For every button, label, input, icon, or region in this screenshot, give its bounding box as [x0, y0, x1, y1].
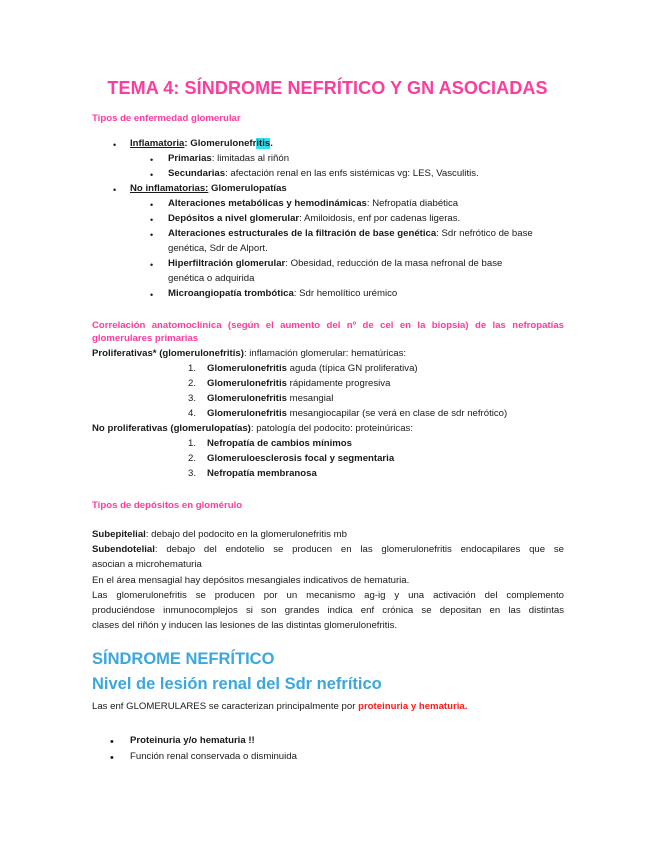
mesangial-line: En el área mensagial hay depósitos mesangiales indicativos de hematuria. [92, 575, 410, 586]
list-item: Alteraciones estructurales de la filtración de base genética: Sdr nefrótico de base [168, 228, 533, 239]
list-item: Glomerulonefritis mesangiocapilar (se verá en clase de sdr nefrótico) [207, 408, 508, 419]
list-item: Glomeruloesclerosis focal y segmentaria [207, 453, 395, 464]
list-item: Depósitos a nivel glomerular: Amiloidosis, enf por cadenas ligeras. [168, 213, 461, 224]
list-number: 1. [188, 438, 197, 449]
proliferativas-line: Proliferativas* (glomerulonefritis): inflamación glomerular: hematúricas: [92, 348, 407, 359]
list-number: 2. [188, 378, 197, 389]
list-item-funcion-renal: Función renal conservada o disminuida [130, 751, 297, 762]
list-item-continuation: genética o adquirida [168, 273, 255, 284]
mechanism-paragraph: Las glomerulonefritis se producen por un mecanismo ag-ig y una activación del complemento produciéndose inmunocomplejos si son grandes indica enf crónica se depositan en las distintas clases del riñón y inducen las lesiones de las distintas glomerulonefritis. [92, 590, 564, 631]
highlight-red-text: proteinuria y hematuria. [358, 701, 468, 712]
subepitelial-line: Subepitelial: debajo del podocito en la glomerulonefritis mb [92, 529, 347, 540]
intro-line: Las enf GLOMERULARES se caracterizan principalmente por proteinuria y hematuria. [92, 701, 468, 712]
bullet: • [150, 260, 154, 270]
page-title: TEMA 4: SÍNDROME NEFRÍTICO Y GN ASOCIADAS [107, 78, 548, 98]
bullet: • [113, 140, 117, 150]
highlighted-text: itis [256, 138, 271, 149]
bullet: • [110, 736, 114, 748]
list-item-primarias: Primarias: limitadas al riñón [168, 153, 290, 164]
heading-nivel-lesion: Nivel de lesión renal del Sdr nefrítico [92, 675, 382, 693]
list-number: 3. [188, 468, 197, 479]
list-item: Glomerulonefritis aguda (típica GN proliferativa) [207, 363, 418, 374]
list-item: Glomerulonefritis rápidamente progresiva [207, 378, 391, 389]
list-number: 4. [188, 408, 197, 419]
list-item-no-inflamatorias: No inflamatorias: Glomerulopatías [130, 183, 287, 194]
list-item-continuation: genética, Sdr de Alport. [168, 243, 268, 254]
bullet: • [150, 155, 154, 165]
list-number: 2. [188, 453, 197, 464]
list-item: Glomerulonefritis mesangial [207, 393, 334, 404]
no-proliferativas-line: No proliferativas (glomerulopatías): patología del podocito: proteinúricas: [92, 423, 413, 434]
list-number: 3. [188, 393, 197, 404]
list-item-proteinuria: Proteinuria y/o hematuria !! [130, 735, 255, 746]
bullet: • [150, 290, 154, 300]
heading-sindrome-nefritico: SÍNDROME NEFRÍTICO [92, 650, 275, 668]
bullet: • [113, 185, 117, 195]
list-item-inflamatoria: Inflamatoria: Glomerulonefritis. [130, 138, 273, 149]
section-heading-deposits: Tipos de depósitos en glomérulo [92, 500, 243, 511]
list-item-secundarias: Secundarias: afectación renal en las enfs sistémicas vg: LES, Vasculitis. [168, 168, 479, 179]
list-item: Nefropatía de cambios mínimos [207, 438, 353, 449]
section-heading-correlation: Correlación anatomoclínica (según el aumento del nº de cel en la biopsia) de las nefropatías [92, 320, 564, 331]
bullet: • [150, 170, 154, 180]
bullet: • [150, 215, 154, 225]
section-heading-correlation-cont: glomerulares primarias [92, 333, 199, 344]
list-item: Hiperfiltración glomerular: Obesidad, reducción de la masa nefronal de base [168, 258, 503, 269]
bullet: • [150, 200, 154, 210]
list-item: Nefropatía membranosa [207, 468, 317, 479]
bullet: • [110, 752, 114, 764]
subendotelial-paragraph: Subendotelial: debajo del endotelio se producen en las glomerulonefritis endocapilares que se asocian a microhematuria [92, 544, 564, 570]
list-number: 1. [188, 363, 197, 374]
section-heading-types: Tipos de enfermedad glomerular [92, 113, 241, 124]
list-item: Alteraciones metabólicas y hemodinámicas: Nefropatía diabética [168, 198, 459, 209]
bullet: • [150, 230, 154, 240]
list-item: Microangiopatía trombótica: Sdr hemolítico urémico [168, 288, 398, 299]
